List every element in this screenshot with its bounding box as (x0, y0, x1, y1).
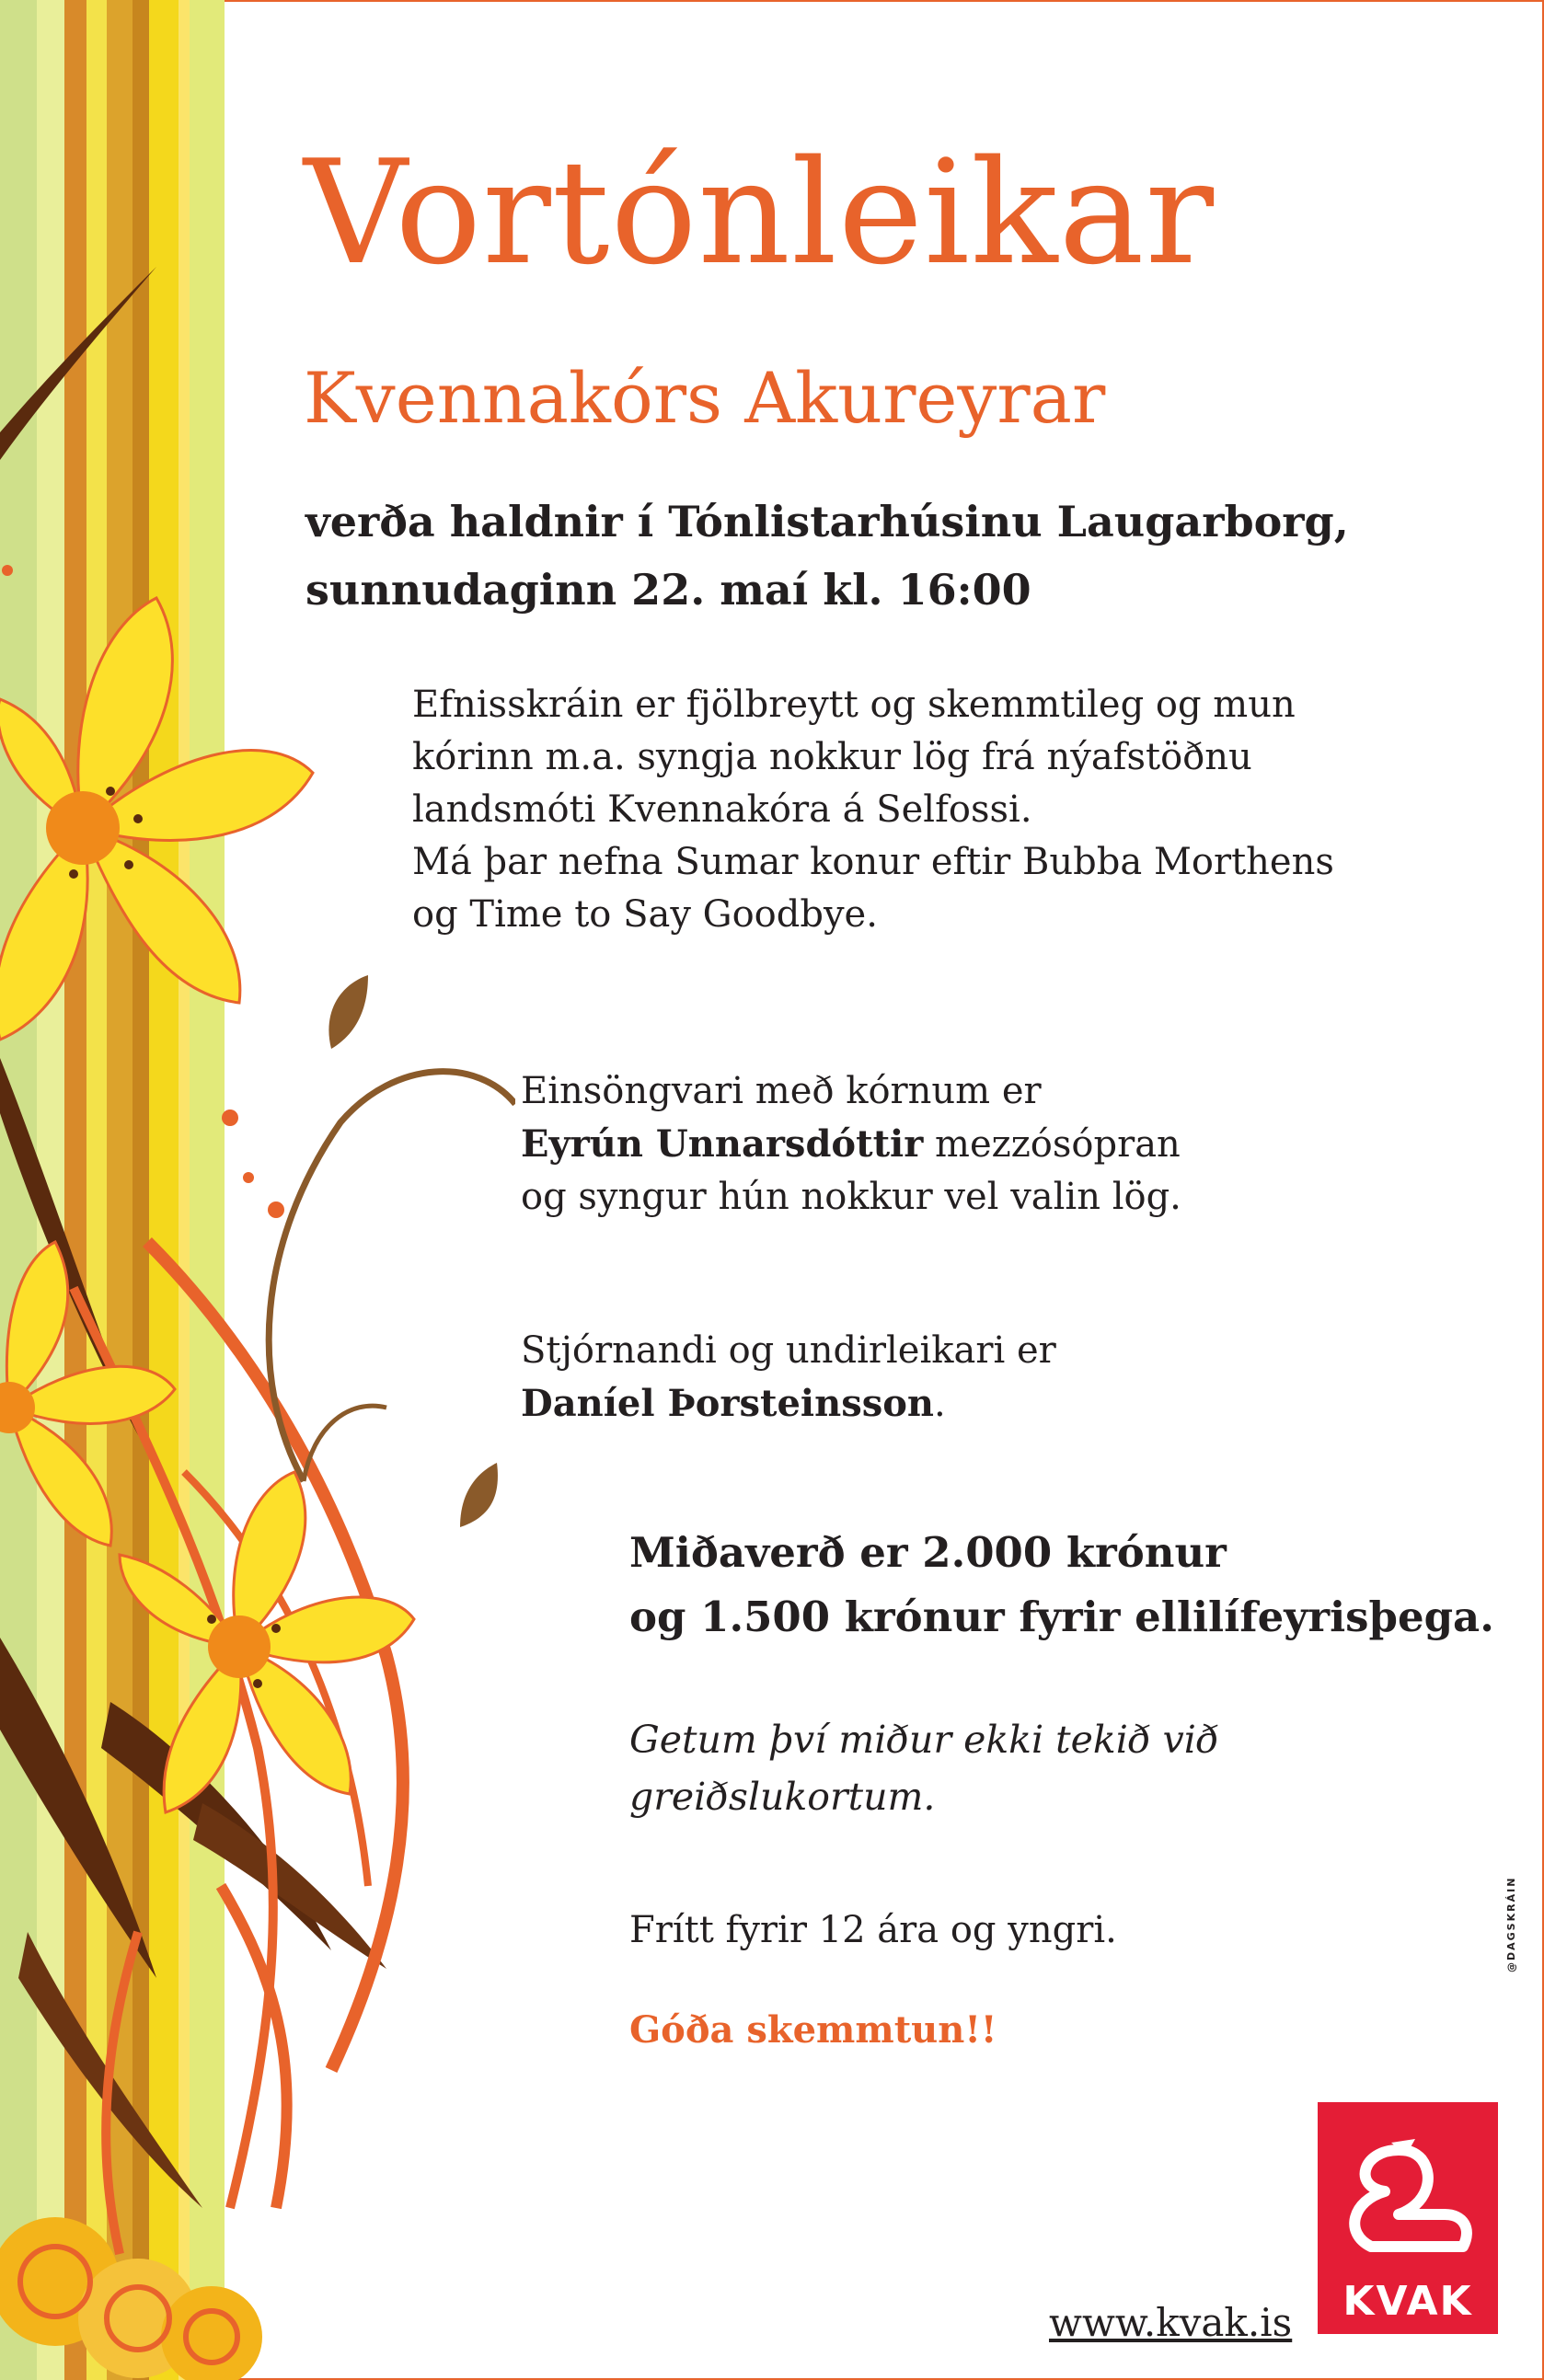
logo-label: KVAK (1342, 2278, 1473, 2325)
credit-text: @DAGSKRÁIN (1505, 1876, 1517, 1972)
photo-credit (1505, 1862, 1526, 1972)
soloist-voice: mezzósópran (923, 1123, 1181, 1166)
soloist-line: Einsöngvari með kórnum er (521, 1070, 1042, 1112)
program-line: kórinn m.a. syngja nokkur lög frá nýafstöðnu (412, 736, 1252, 778)
price-line: Miðaverð er 2.000 krónur (629, 1528, 1227, 1577)
program-line: Má þar nefna Sumar konur eftir Bubba Morthens (412, 841, 1334, 883)
date-line: sunnudaginn 22. maí kl. 16:00 (305, 565, 1031, 615)
price-line: og 1.500 krónur fyrir ellilífeyrisþega. (629, 1592, 1494, 1641)
page-title: Vortónleikar (304, 129, 1216, 296)
closing-text: Góða skemmtun!! (629, 2008, 997, 2052)
soloist-name: Eyrún Unnarsdóttir (521, 1122, 924, 1166)
price-info (629, 1521, 1494, 1650)
program-line: landsmóti Kvennakóra á Selfossi. (412, 788, 1032, 831)
conductor-line: Stjórnandi og undirleikari er (521, 1329, 1056, 1372)
page-subtitle: Kvennakórs Akureyrar (304, 357, 1106, 439)
cards-note-line: Getum því miður ekki tekið við (629, 1718, 1219, 1762)
website-link[interactable]: www.kvak.is (1049, 2300, 1293, 2345)
conductor-info (521, 1325, 1056, 1431)
cards-note-line: greiðslukortum. (629, 1775, 936, 1819)
program-line: Efnisskráin er fjölbreytt og skemmtileg og mun (412, 684, 1296, 726)
cards-note (629, 1711, 1219, 1825)
soloist-line: og syngur hún nokkur vel valin lög. (521, 1176, 1181, 1218)
conductor-line (521, 1377, 1056, 1431)
venue-line: verða haldnir í Tónlistarhúsinu Laugarborg, (305, 497, 1349, 546)
conductor-name: Daníel Þorsteinsson (521, 1382, 935, 1425)
conductor-suffix: . (934, 1383, 946, 1425)
soloist-line (521, 1118, 1181, 1171)
program-line: og Time to Say Goodbye. (412, 893, 878, 936)
program-description (412, 679, 1334, 941)
swan-icon (1334, 2122, 1481, 2260)
venue-info (305, 488, 1349, 624)
kvak-logo (1318, 2102, 1498, 2334)
free-note: Frítt fyrir 12 ára og yngri. (629, 1909, 1117, 1951)
soloist-info (521, 1065, 1181, 1224)
